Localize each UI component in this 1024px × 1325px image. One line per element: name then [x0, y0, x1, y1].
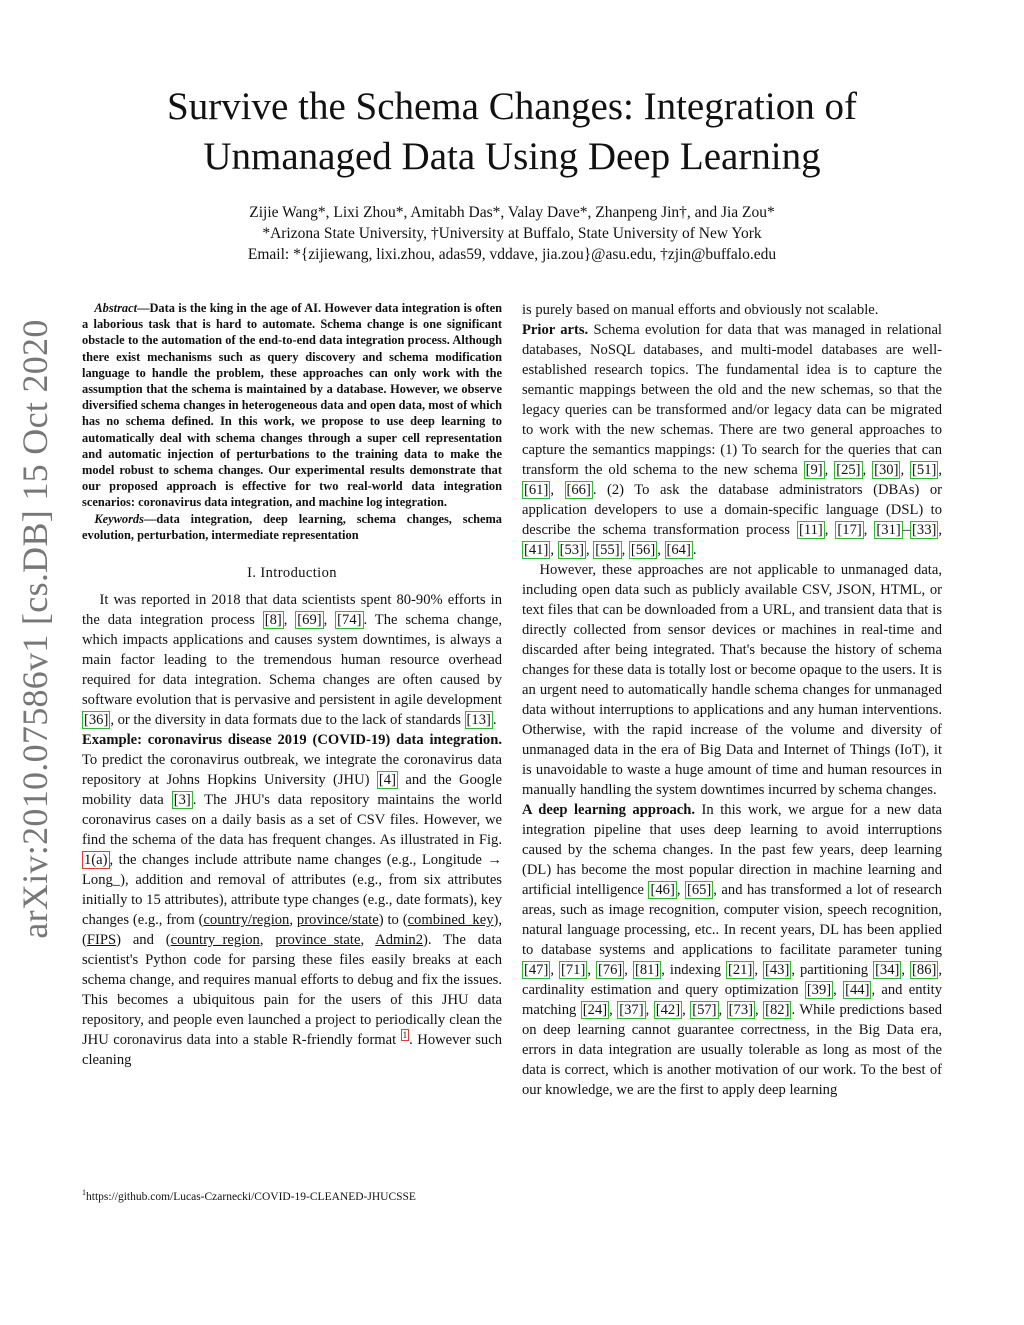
citation-link[interactable]: [21]: [728, 962, 753, 978]
continued-paragraph: is purely based on manual efforts and obviously not scalable.: [522, 302, 879, 318]
citation-link[interactable]: [56]: [630, 542, 656, 558]
prior-arts-paragraph: Prior arts. Schema evolution for data that was managed in relational databases, NoSQL databases, and multi-model databases are well-established research topics. The fundamental idea is to capture the semantic mappings between the old and the new schemas, so that the legacy queries can be transformed and/or legacy data can be migrated to work with the new schemas. There are two general approaches to capture the semantics mappings: (1) To search for the queries that can transform the old schema to the new schema [9] , [25] , [30] , [51] , [61] , [66] . (2) To ask the database administrators (DBAs) or application developers to use a domain-specific language (DSL) to describe the schema transformation process [11] , [17] , [31] – [33] , [41] , [53] , [55] , [56] , [64] .: [522, 322, 943, 558]
citation-link[interactable]: [17]: [837, 522, 862, 538]
deep-learning-heading: A deep learning approach.: [522, 802, 696, 818]
citation-link[interactable]: [42]: [655, 1002, 681, 1018]
citation-link[interactable]: [31]: [876, 522, 901, 538]
citation-link[interactable]: [25]: [836, 462, 861, 478]
citation-link[interactable]: [41]: [524, 542, 549, 558]
deep-learning-paragraph: A deep learning approach. In this work, we argue for a new data integration pipeline that uses deep learning to avoid interruptions caused by the schema changes. In the past few years, deep learning (DL) has become the most popular direction in machine learning and artificial intelligence [46] , [65] , and has transformed a lot of research areas, such as image recognition, computer vision, speech recognition, natural language processing, etc.. In recent years, DL has been applied to database systems and applications to facilitate parameter tuning [47] , [71] , [76] , [81] , indexing [21] , [43] , partitioning [34] , [86] , cardinality estimation and query optimization [39] , [44] , and entity matching [24] , [37] , [42] , [57] , [73] , [82] . While predictions based on deep learning cannot guarantee correctness, in the Big Data era, errors in data integration are usually tolerable as long as most of the data is correct, which is another motivation of our work. To the best of our knowledge, we are the first to apply deep learning: [522, 802, 943, 1098]
intro-paragraph: It was reported in 2018 that data scientists spent 80-90% efforts in the data integration process [8] , [69] , [74] . The schema change, which impacts applications and causes system downtimes, is always a main factor leading to the tremendous human resource overhead required for data integration. Schema changes are often caused by software evolution that is pervasive and persistent in agile development [36] , or the diversity in data formats due to the lack of standards [13] .: [82, 592, 502, 729]
citation-link[interactable]: [46]: [650, 882, 675, 898]
citation-link[interactable]: [3]: [173, 792, 191, 809]
citation-link[interactable]: [44]: [845, 982, 870, 998]
citation-link[interactable]: [47]: [524, 962, 549, 978]
keywords-label: Keywords: [94, 511, 144, 526]
citation-link[interactable]: [30]: [874, 462, 899, 478]
footnote: [82, 1186, 502, 1204]
example-heading: Example: coronavirus disease 2019 (COVID-19) data integration.: [82, 732, 502, 749]
citation-link[interactable]: [65]: [686, 882, 712, 898]
citation-link[interactable]: [66]: [566, 482, 591, 498]
abstract-label: Abstract: [94, 301, 138, 315]
citation-link[interactable]: [37]: [619, 1002, 644, 1018]
author-emails: Email: *{zijiewang, lixi.zhou, adas59, vddave, jia.zou}@asu.edu, †zjin@buffalo.edu: [247, 246, 777, 263]
left-column: [82, 300, 502, 1070]
abstract-text: —Data is the king in the age of AI. However data integration is often a laborious task that is hard to automate. Schema change is one significant obstacle to the automation of the end-to-end data integration process. Although there exist mechanisms such as query discovery and schema modification language to handle the problem, these approaches can only work with the assumption that the schema is maintained by a database. However, we observe diversified schema changes in heterogeneous data and open data, most of which has no schema defined. In this work, we propose to use deep learning to automatically deal with schema changes through a super cell representation and automatic injection of perturbations to the training data to make the model robust to schema changes. Our experimental results demonstrate that our proposed approach is effective for two real-world data integration scenarios: coronavirus data integration, and machine log integration.: [82, 301, 502, 510]
citation-link[interactable]: [34]: [875, 962, 900, 978]
citation-link[interactable]: [11]: [798, 522, 823, 538]
citation-link[interactable]: [33]: [912, 522, 937, 538]
citation-link[interactable]: [69]: [297, 612, 322, 629]
right-column: [522, 300, 942, 1100]
author-names: Zijie Wang*, Lixi Zhou*, Amitabh Das*, Valay Dave*, Zhanpeng Jin†, and Jia Zou*: [249, 204, 775, 221]
however-paragraph: However, these approaches are not applicable to unmanaged data, including open data such as publicly available CSV, JSON, HTML, or text files that can be downloaded from a URL, and transient data that is directly collected from sensor devices or machines in real-time and discarded after being integrated. That's because the history of schema changes for these data is totally lost or become opaque to the users. It is an urgent need to automatically handle schema changes for unmanaged data without interruptions to applications and any human interventions. Otherwise, with the rapid increase of the volume and diversity of unmanaged data in the era of Big Data and Internet of Things (IoT), it is unavoidable to waste a huge amount of time and human resources in manually handling the system downtimes incurred by schema changes.: [522, 562, 942, 798]
citation-link[interactable]: [39]: [806, 982, 832, 998]
citation-link[interactable]: [13]: [466, 712, 491, 729]
citation-link[interactable]: [53]: [559, 542, 584, 558]
section-heading-introduction: I. Introduction: [247, 565, 337, 582]
figure-reference-link[interactable]: 1(a): [84, 852, 108, 869]
keywords-text: —data integration, deep learning, schema changes, schema evolution, perturbation, intermediate representation: [82, 511, 502, 542]
paper-title: [80, 82, 944, 182]
citation-link[interactable]: [9]: [805, 462, 823, 478]
citation-link[interactable]: [51]: [912, 462, 937, 478]
title-line-2: Unmanaged Data Using Deep Learning: [203, 135, 821, 178]
citation-link[interactable]: [73]: [728, 1002, 753, 1018]
abstract: [82, 300, 502, 511]
citation-link[interactable]: [76]: [597, 962, 623, 978]
arxiv-identifier-stamp: arXiv:2010.07586v1 [cs.DB] 15 Oct 2020: [15, 319, 55, 939]
citation-link[interactable]: [74]: [337, 612, 362, 629]
citation-link[interactable]: [57]: [692, 1002, 717, 1018]
citation-link[interactable]: [4]: [378, 772, 396, 789]
citation-link[interactable]: [55]: [595, 542, 620, 558]
footnote-url[interactable]: https://github.com/Lucas-Czarnecki/COVID-19-CLEANED-JHUCSSE: [86, 1190, 416, 1203]
citation-link[interactable]: [64]: [666, 542, 691, 558]
footnote-reference-link[interactable]: 1: [402, 1030, 408, 1041]
citation-link[interactable]: [82]: [765, 1002, 790, 1018]
citation-link[interactable]: [8]: [264, 612, 282, 629]
citation-link[interactable]: [24]: [582, 1002, 608, 1018]
keywords: [82, 511, 502, 543]
citation-link[interactable]: [86]: [912, 962, 937, 978]
citation-link[interactable]: [81]: [634, 962, 660, 978]
footnote-mark: 1: [82, 1188, 86, 1197]
citation-link[interactable]: [43]: [764, 962, 790, 978]
prior-arts-heading: Prior arts.: [522, 322, 589, 338]
citation-link[interactable]: [71]: [560, 962, 586, 978]
author-block: [80, 202, 944, 265]
title-line-1: Survive the Schema Changes: Integration of: [167, 85, 857, 128]
citation-link[interactable]: [36]: [84, 712, 109, 729]
citation-link[interactable]: [61]: [524, 482, 549, 498]
author-affiliations: *Arizona State University, †University at Buffalo, State University of New York: [262, 225, 762, 242]
example-paragraph: Example: coronavirus disease 2019 (COVID-19) data integration. To predict the coronavirus outbreak, we integrate the coronavirus data repository at Johns Hopkins University (JHU) [4] and the Google mobility data [3] . The JHU's data repository maintains the world coronavirus cases on a daily basis as a set of CSV files. However, we find the schema of the data has frequent changes. As illustrated in Fig. 1(a) , the changes include attribute name changes (e.g., Longitude → Long_), addition and removal of attributes (e.g., from six attributes initially to 15 attributes), attribute type changes (e.g., date formats), key changes (e.g., from (country/region, province/state) to (combined_key), (FIPS) and (country_region, province_state, Admin2). The data scientist's Python code for parsing these files easily breaks at each schema change, and requires manual efforts to debug and fix the issues. This becomes a ubiquitous pain for the users of this JHU data repository, and people even launched a project to periodically clean the JHU coronavirus data into a stable R-friendly format $^1$ . However such cleaning: [82, 732, 503, 1069]
